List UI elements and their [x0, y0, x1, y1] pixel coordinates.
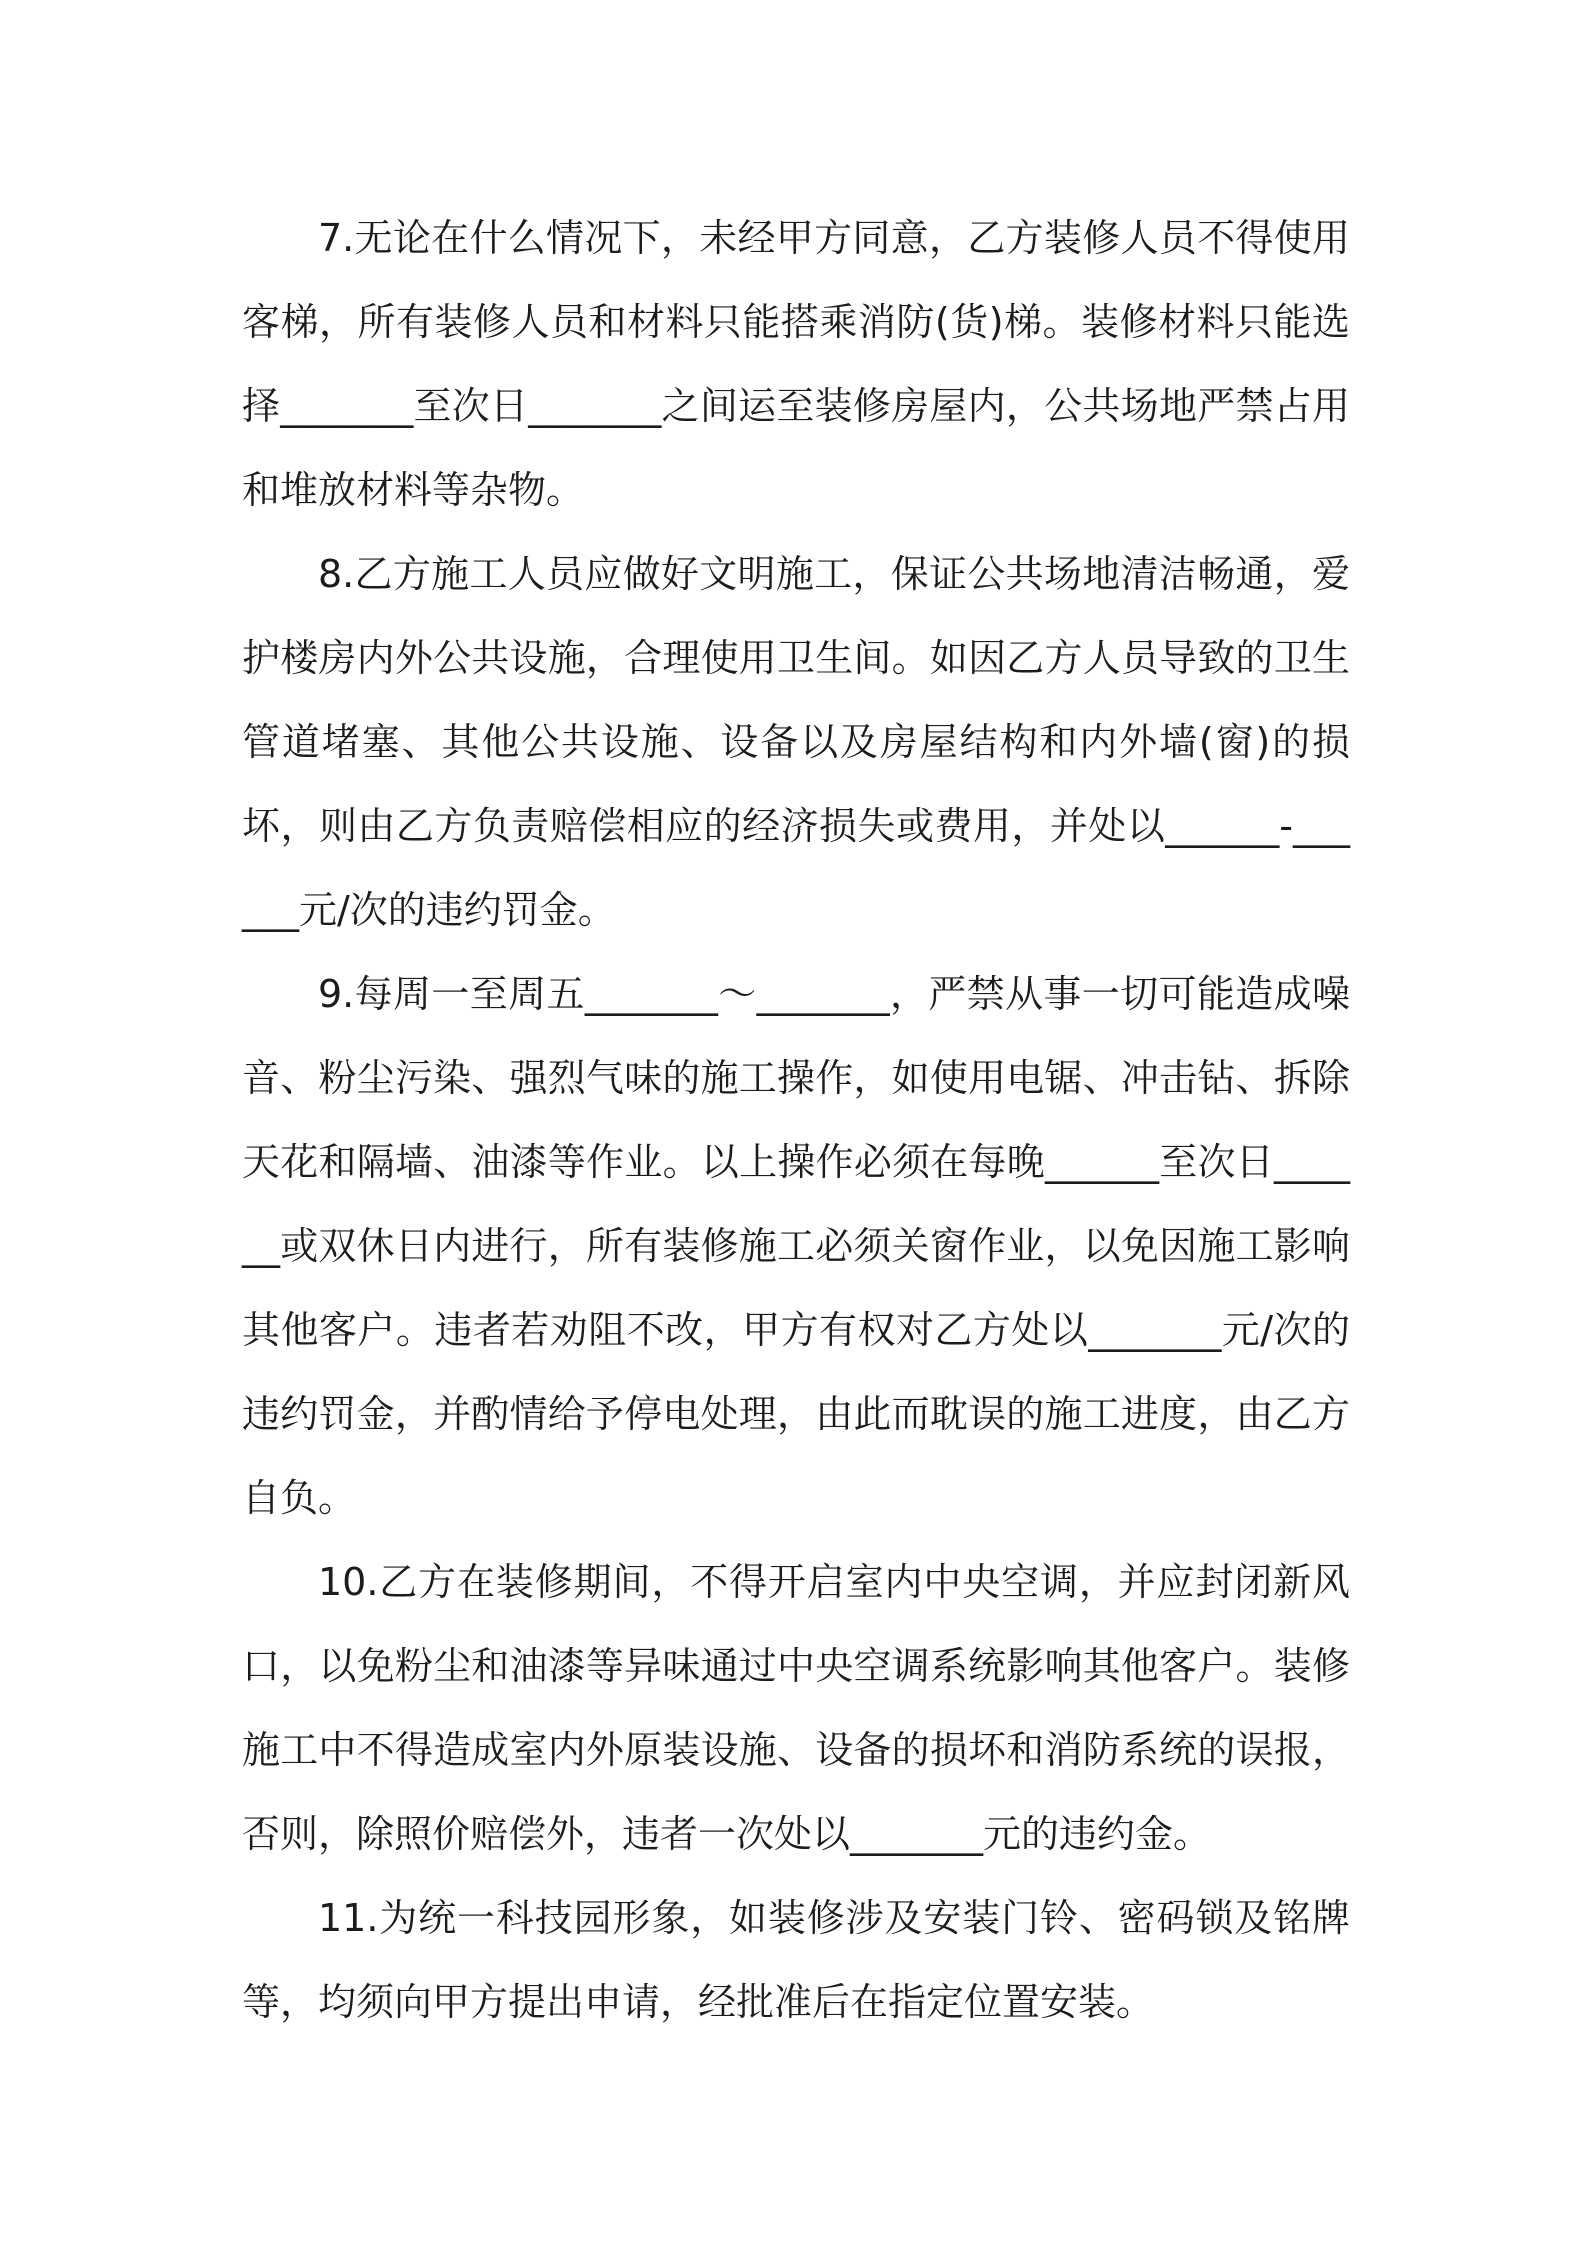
clause-8: 8.乙方施工人员应做好文明施工，保证公共场地清洁畅通，爱护楼房内外公共设施，合理使用卫生间。如因乙方人员导致的卫生管道堵塞、其他公共设施、设备以及房屋结构和内外墙(窗)的损坏，则由乙方负责赔偿相应的经济损失或费用，并处以______-______元/次的违约罚金。 — [242, 552, 1350, 932]
clause-7: 7.无论在什么情况下，未经甲方同意，乙方装修人员不得使用客梯，所有装修人员和材料只能搭乘消防(货)梯。装修材料只能选择_______至次日_______之间运至装修房屋内，公共场地严禁占用和堆放材料等杂物。 — [242, 216, 1350, 512]
clause-9: 9.每周一至周五_______～_______，严禁从事一切可能造成噪音、粉尘污染、强烈气味的施工操作，如使用电锯、冲击钻、拆除天花和隔墙、油漆等作业。以上操作必须在每晚______至次日______或双休日内进行，所有装修施工必须关窗作业，以免因施工影响其他客户。违者若劝阻不改，甲方有权对乙方处以_______元/次的违约罚金，并酌情给予停电处理，由此而耽误的施工进度，由乙方自负。 — [242, 972, 1350, 1520]
clause-10: 10.乙方在装修期间，不得开启室内中央空调，并应封闭新风口，以免粉尘和油漆等异味通过中央空调系统影响其他客户。装修施工中不得造成室内外原装设施、设备的损坏和消防系统的误报，否则，除照价赔偿外，违者一次处以_______元的违约金。 — [242, 1560, 1350, 1856]
clause-11: 11.为统一科技园形象，如装修涉及安装门铃、密码锁及铭牌等，均须向甲方提出申请，经批准后在指定位置安装。 — [242, 1896, 1350, 2024]
document-body — [242, 196, 1350, 2044]
